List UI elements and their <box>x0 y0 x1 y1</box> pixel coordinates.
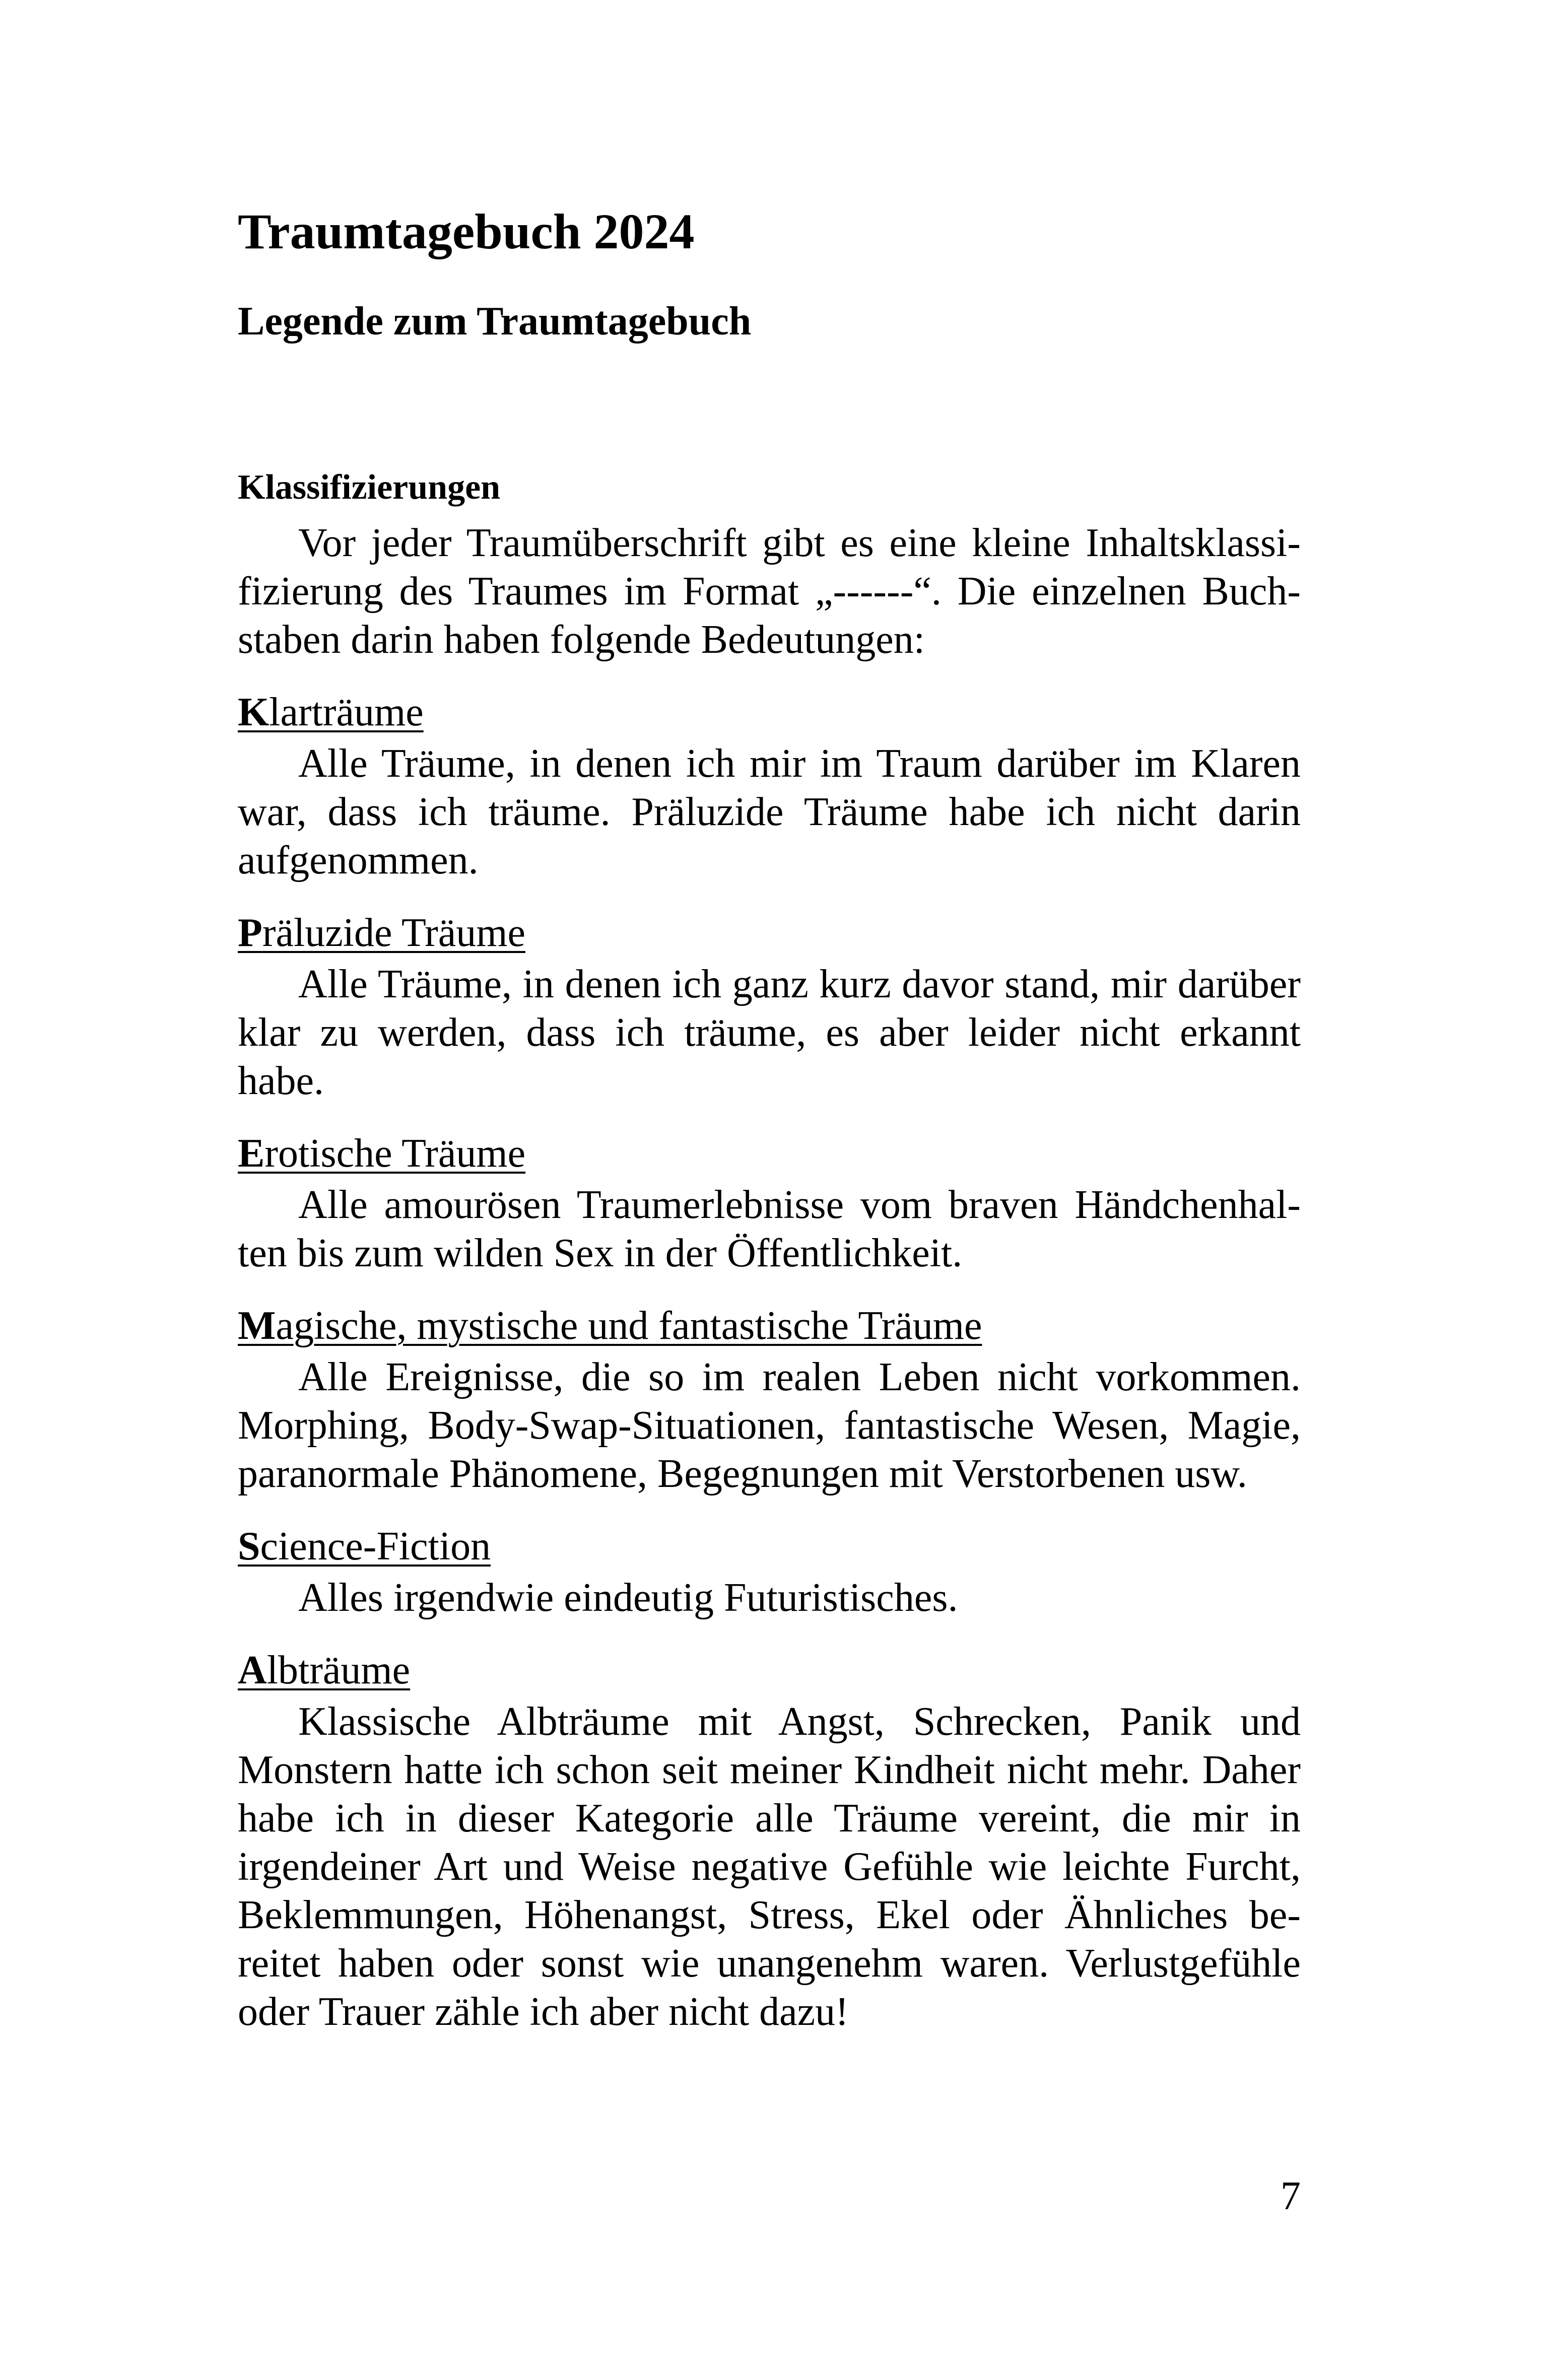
section-heading-classifications: Klassifizierungen <box>238 468 501 507</box>
intro-paragraph: Vor jeder Traumüberschrift gibt es eine kleine Inhaltsklassifizierung des Traumes im Format „------“. Die einzelnen Buchstaben darin haben folgende Bedeutungen: <box>238 521 1301 662</box>
entry-title <box>238 1646 1301 1694</box>
entry-title-initial: M <box>238 1304 276 1348</box>
entry-nightmares <box>238 1646 1301 2036</box>
entry-magical-dreams <box>238 1302 1301 1498</box>
entry-text: Alles irgendwie eindeutig Futuristisches. <box>298 1576 958 1620</box>
entry-title-rest: räluzide Träume <box>262 911 525 955</box>
entry-prelucid-dreams <box>238 909 1301 1105</box>
entry-title <box>238 1522 1301 1571</box>
entry-text: Alle Träume, in denen ich ganz kurz davor stand, mir darüber klar zu werden, dass ich träume, es aber leider nicht erkannt habe. <box>238 962 1301 1103</box>
entry-title-rest: lbträume <box>266 1648 411 1692</box>
entry-title <box>238 688 1301 736</box>
entry-lucid-dreams <box>238 688 1301 885</box>
entry-title-rest: cience-Fiction <box>260 1524 491 1569</box>
entry-erotic-dreams <box>238 1129 1301 1277</box>
entry-title-initial: S <box>238 1524 260 1569</box>
entry-title <box>238 909 1301 957</box>
entry-text: Alle Träume, in denen ich mir im Traum darüber im Klaren war, dass ich träume. Präluzide Träume habe ich nicht darin aufgenommen. <box>238 741 1301 882</box>
page-title: Traumtagebuch 2024 <box>238 203 695 259</box>
entry-title <box>238 1129 1301 1178</box>
page-subtitle: Legende zum Traumtagebuch <box>238 299 752 344</box>
entry-title-initial: K <box>238 690 270 734</box>
entry-title <box>238 1302 1301 1350</box>
entry-title-initial: A <box>238 1648 267 1692</box>
entry-title-initial: E <box>238 1131 265 1176</box>
entry-title-initial: P <box>238 911 262 955</box>
entry-science-fiction <box>238 1522 1301 1622</box>
entry-title-rest: rotische Träume <box>264 1131 526 1176</box>
entry-title-rest: larträume <box>269 690 424 734</box>
entry-title-rest: agische, mystische und fantastische Träume <box>276 1304 982 1348</box>
page-content <box>238 201 1301 2036</box>
entry-text: Klassische Albträume mit Angst, Schrecken, Panik und Monstern hatte ich schon seit meiner Kindheit nicht mehr. Daher habe ich in dieser Kategorie alle Träume vereint, die mir in irgendeiner Art und Weise negative Gefühle wie leichte Furcht, Beklemmungen, Höhenangst, Stress, Ekel oder Ähnliches bereitet haben oder sonst wie unangenehm waren. Verlustgefühle oder Trauer zähle ich aber nicht dazu! <box>238 1699 1301 2034</box>
entry-text: Alle Ereignisse, die so im realen Leben nicht vorkommen. Morphing, Body-Swap-Situationen, fantastische Wesen, Magie, paranormale Phänomene, Begegnungen mit Verstorbenen usw. <box>238 1355 1301 1496</box>
entry-text: Alle amourösen Traumerlebnisse vom braven Händchenhalten bis zum wilden Sex in der Öffentlichkeit. <box>238 1183 1301 1275</box>
page-number: 7 <box>1281 2174 1301 2218</box>
